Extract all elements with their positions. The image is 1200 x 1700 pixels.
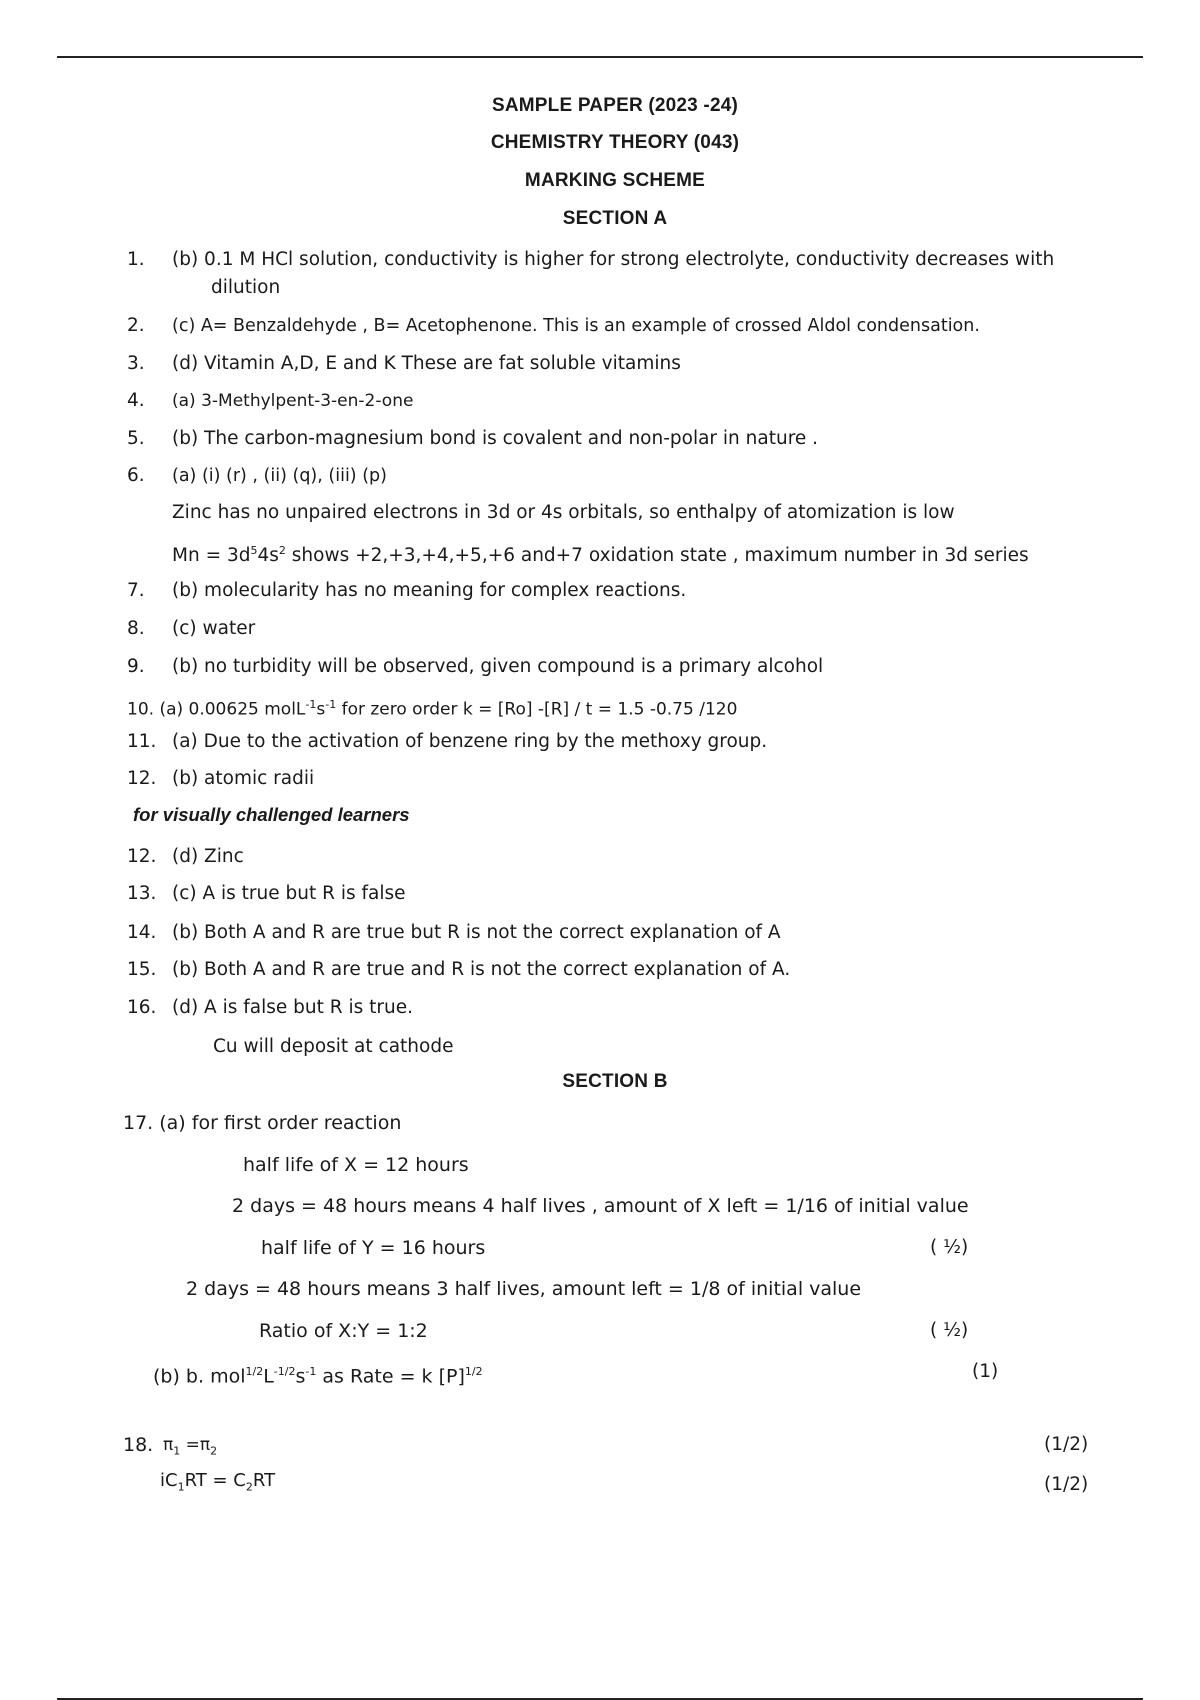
section-b-heading: SECTION B (562, 1071, 668, 1092)
working-line: Ratio of X:Y = 1:2 (259, 1320, 428, 1342)
answer-text: (d) A is false but R is true. (172, 997, 413, 1018)
answer-text: (a) (i) (r) , (ii) (q), (iii) (p) (172, 466, 387, 486)
answer-number: 11. (127, 731, 157, 752)
answer-text: (b) Both A and R are true and R is not the correct explanation of A. (172, 959, 791, 980)
mark-allocation: (1/2) (1044, 1474, 1089, 1495)
answer-text: (b) The carbon-magnesium bond is covalent and non-polar in nature . (172, 428, 819, 449)
mark-allocation: ( ½) (930, 1237, 969, 1258)
answer-number: 3. (127, 353, 145, 374)
answer-note: Zinc has no unpaired electrons in 3d or 4s orbitals, so enthalpy of atomization is low (172, 502, 955, 523)
mark-allocation: (1) (972, 1361, 999, 1382)
answer-number: 4. (127, 390, 145, 411)
section-a-heading: SECTION A (562, 208, 668, 229)
answer-number: 2. (127, 315, 145, 336)
answer-text: 17. (a) for first order reaction (123, 1112, 402, 1134)
visually-challenged-label: for visually challenged learners (133, 804, 410, 825)
answer-text: (b) no turbidity will be observed, given compound is a primary alcohol (172, 656, 824, 677)
answer-text: (d) Zinc (172, 846, 244, 867)
answer-text: (c) water (172, 618, 256, 639)
answer-note: $Mn = 3d^54s^2$ shows +2,+3,+4,+5,+6 and+7 oxidation state , maximum number in 3d series (172, 544, 1029, 567)
answer-number: 7. (127, 580, 145, 601)
answer-text: (b) Both A and R are true but R is not the correct explanation of A (172, 922, 781, 943)
answer-text: (b) 0.1 M HCl solution, conductivity is higher for strong electrolyte, conductivity decreases with (172, 249, 1055, 270)
working-line: $iC_1RT = C_2RT$ (160, 1470, 276, 1494)
working-line: half life of X = 12 hours (243, 1154, 469, 1176)
answer-number: 14. (127, 922, 157, 943)
answer-number: 12. (127, 846, 157, 867)
answer-number: 9. (127, 656, 145, 677)
answer-text: (c) A is true but R is false (172, 883, 406, 904)
paper-title: SAMPLE PAPER (2023 -24) (491, 95, 739, 116)
answer-number: 6. (127, 465, 145, 486)
answer-text-cont: dilution (211, 277, 281, 298)
mark-allocation: ( ½) (930, 1320, 969, 1341)
answer-number: 15. (127, 959, 157, 980)
answer-text: (b) molecularity has no meaning for complex reactions. (172, 580, 687, 601)
answer-text: (a) Due to the activation of benzene ring by the methoxy group. (172, 731, 768, 752)
answer-number: 16. (127, 997, 157, 1018)
answer-number: 13. (127, 883, 157, 904)
answer-number: 18. (123, 1434, 154, 1456)
answer-text: (a) 3-Methylpent-3-en-2-one (172, 391, 414, 411)
working-line: 2 days = 48 hours means 4 half lives , amount of X left = 1/16 of initial value (232, 1195, 969, 1217)
scheme-title: MARKING SCHEME (524, 170, 706, 191)
working-line: (b) b. $mol^{1/2}L^{-1/2}s^{-1}$ as Rate = k $[P]^{1/2}$ (153, 1365, 483, 1388)
answer-text: (d) Vitamin A,D, E and K These are fat soluble vitamins (172, 353, 681, 374)
subject-title: CHEMISTRY THEORY (043) (490, 132, 740, 153)
mark-allocation: (1/2) (1044, 1434, 1089, 1455)
answer-number: 1. (127, 249, 145, 270)
answer-text: 10. (a) 0.00625 $molL^{-1}s^{-1}$ for zero order k = [Ro] -[R] / t = 1.5 -0.75 /120 (127, 698, 738, 720)
working-line: half life of Y = 16 hours (261, 1237, 486, 1259)
top-rule (57, 56, 1143, 58)
answer-text: (c) A= Benzaldehyde , B= Acetophenone. This is an example of crossed Aldol condensation. (172, 316, 980, 336)
working-line: $\pi_1 =\pi_2$ (163, 1435, 218, 1458)
answer-note: Cu will deposit at cathode (213, 1036, 454, 1057)
answer-number: 12. (127, 768, 157, 789)
answer-number: 5. (127, 428, 145, 449)
answer-text: (b) atomic radii (172, 768, 315, 789)
answer-number: 8. (127, 618, 145, 639)
working-line: 2 days = 48 hours means 3 half lives, amount left = 1/8 of initial value (186, 1278, 862, 1300)
